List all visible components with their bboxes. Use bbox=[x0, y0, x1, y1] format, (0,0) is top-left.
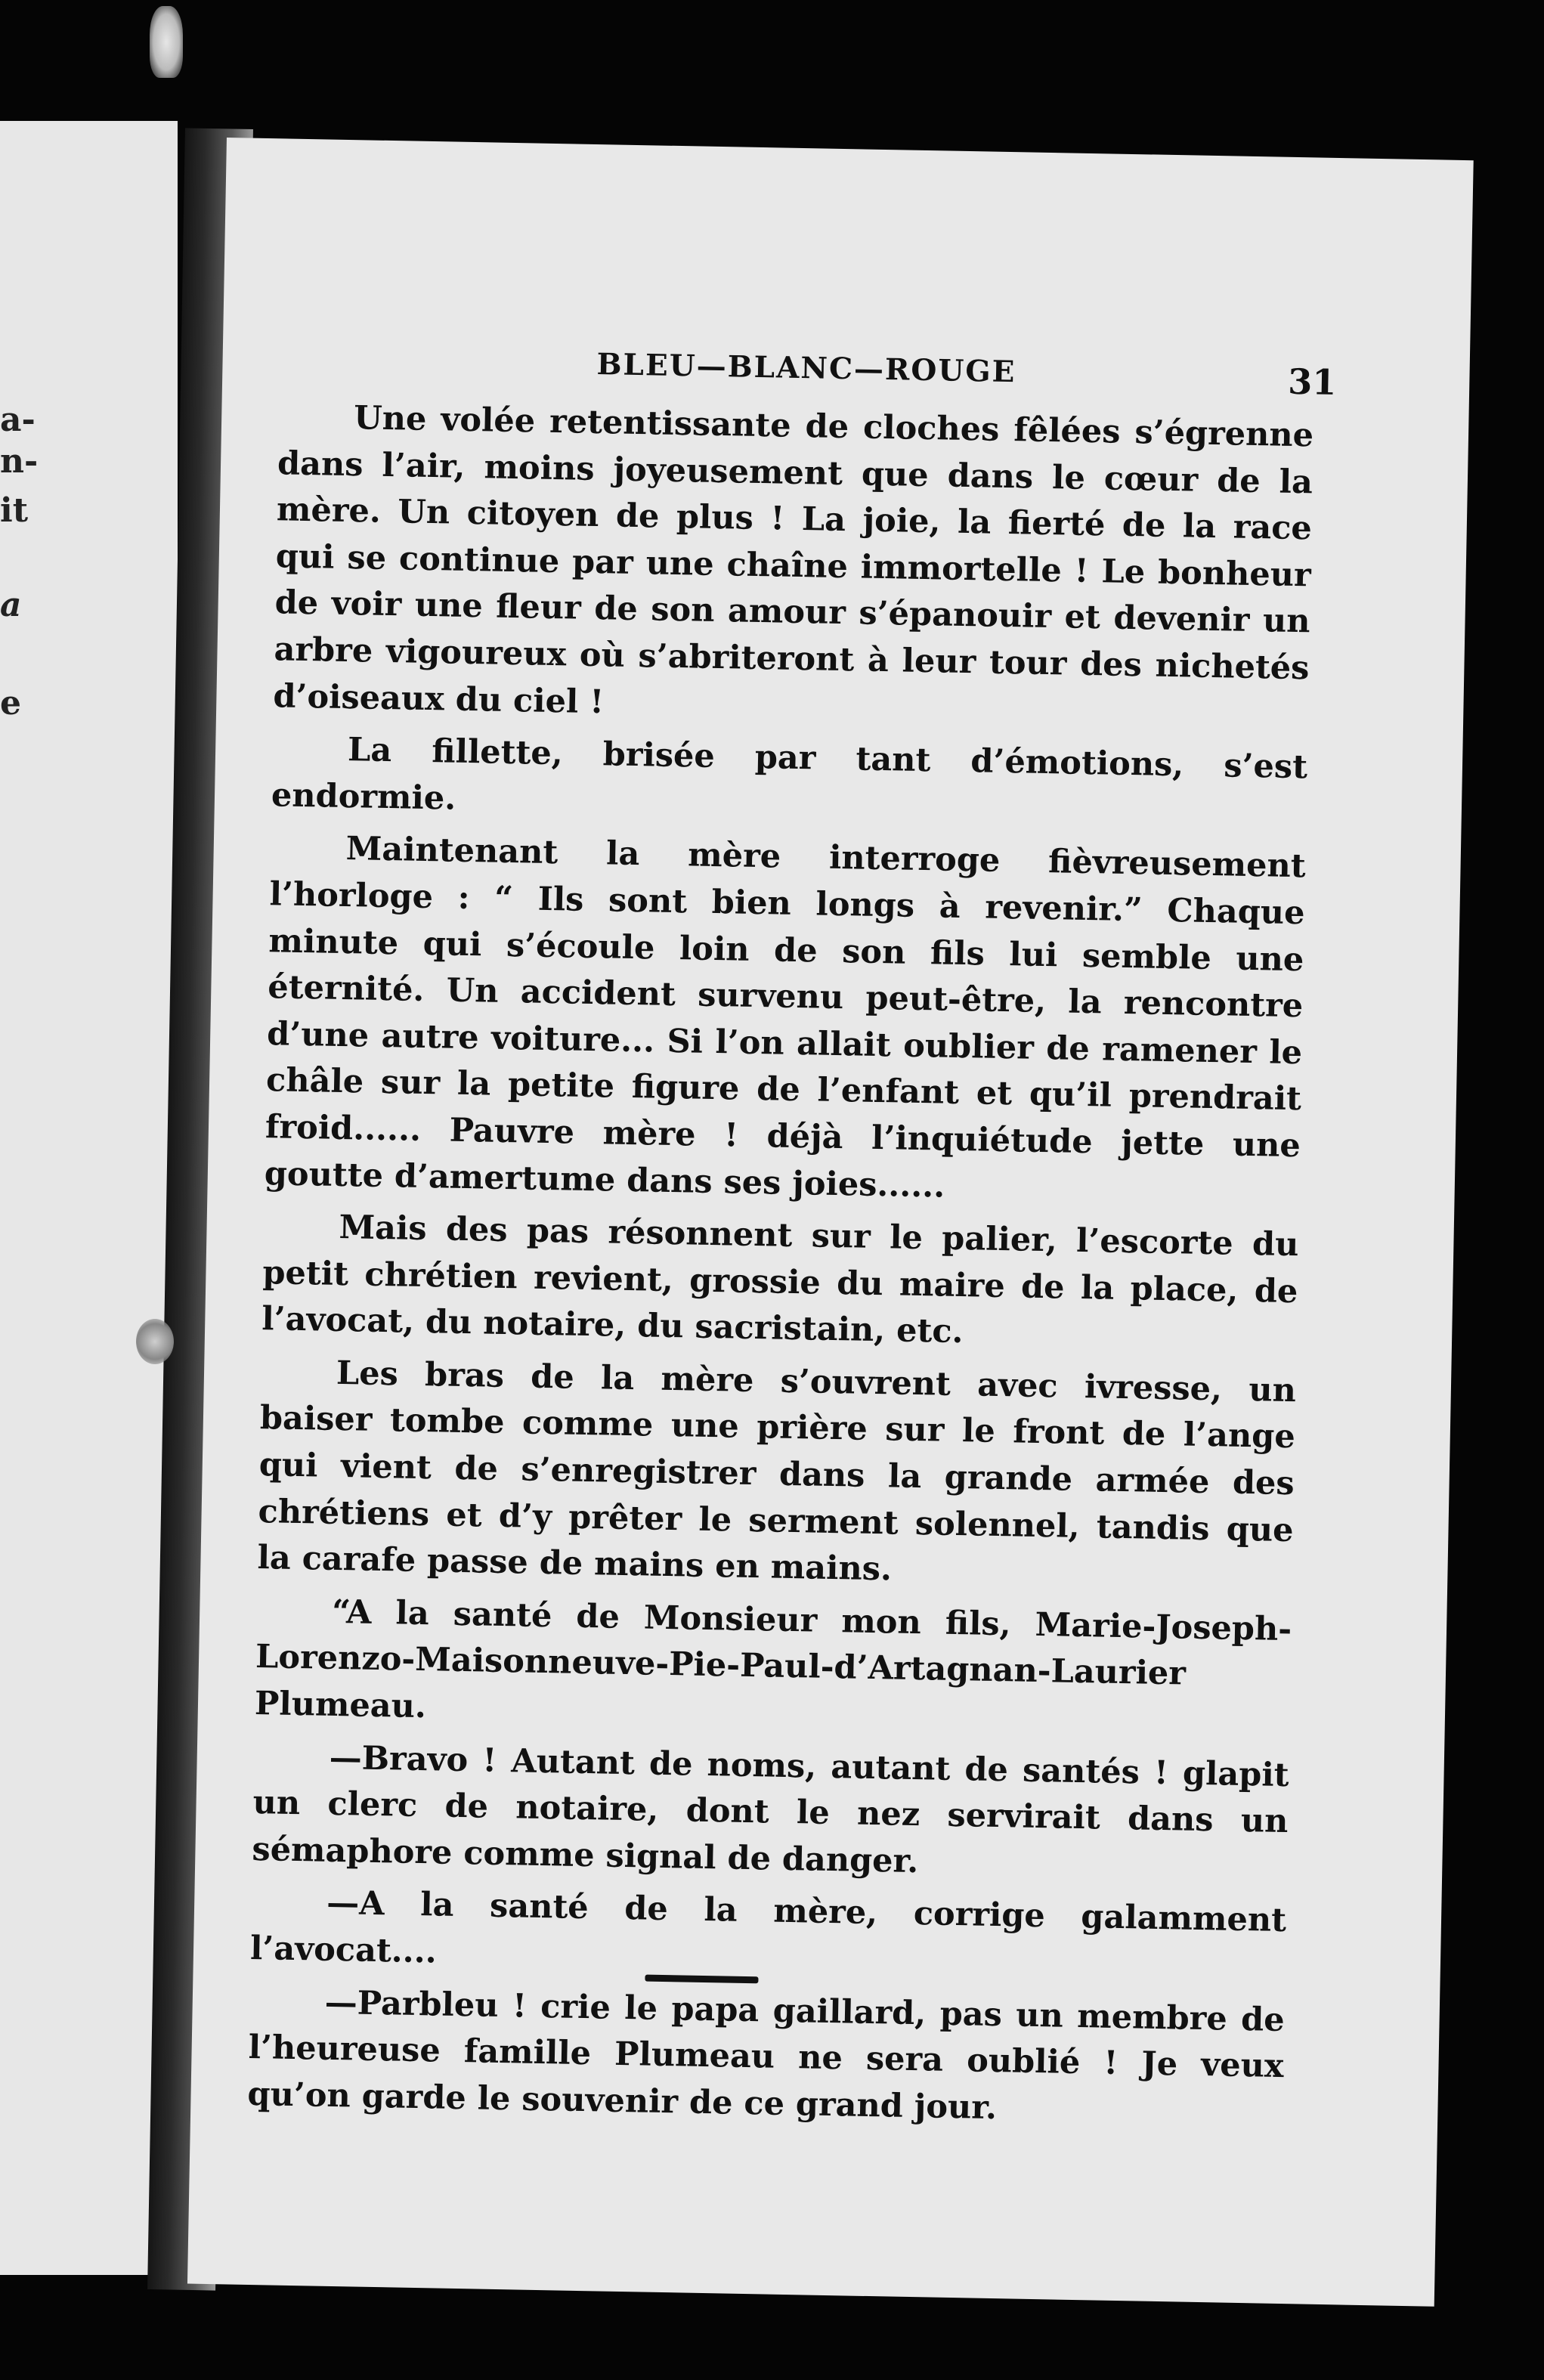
scan-artifact bbox=[150, 6, 183, 78]
dialogue-paragraph: “A la santé de Monsieur mon fils, Marie-Joseph-Lorenzo-Maisonneuve-Pie-Paul-d’Artagnan-Laurier Plumeau. bbox=[254, 1592, 1292, 1726]
left-page-fragment: it bbox=[0, 491, 29, 530]
paragraph: Maintenant la mère interroge fièvreusement l’horloge : “ Ils sont bien longs à revenir.” Chaque minute qui s’écoule loin de son fils lui semble une éternité. Un accident survenu peut-être, la rencontre d’une autre voiture... Si l’on allait oublier de ramener le châle sur la petite figure de l’enfant et qu’il prendrait froid...... Pauvre mère ! déjà l’inquiétude jette une goutte d’amertume dans ses joies...... bbox=[264, 830, 1307, 1205]
paragraph: Mais des pas résonnent sur le palier, l’escorte du petit chrétien revient, grossie du maire de la place, de l’avocat, du notaire, du sacristain, etc. bbox=[261, 1209, 1299, 1351]
left-page-fragment: a bbox=[0, 586, 22, 624]
left-page-fragment: n- bbox=[0, 442, 39, 481]
left-page-fragment: a- bbox=[0, 401, 36, 439]
paragraph: Les bras de la mère s’ouvrent avec ivresse, un baiser tombe comme une prière sur le front de l’ange qui vient de s’enregistrer dans la grande armée des chrétiens et d’y prêter le serment solennel, tandis que la carafe passe de mains en mains. bbox=[257, 1354, 1297, 1589]
scan-artifact bbox=[136, 1319, 174, 1364]
dialogue-paragraph: —Bravo ! Autant de noms, autant de santés ! glapit un clerc de notaire, dont le nez servirait dans un sémaphore comme signal de danger. bbox=[252, 1738, 1289, 1880]
paragraph: La fillette, brisée par tant d’émotions, s’est endormie. bbox=[271, 731, 1308, 818]
dialogue-paragraph: —Parbleu ! crie le papa gaillard, pas un membre de l’heureuse famille Plumeau ne sera oublié ! Je veux qu’on garde le souvenir de ce grand jour. bbox=[247, 1983, 1286, 2127]
running-head: BLEU—BLANC—ROUGE bbox=[596, 347, 1016, 390]
body-text bbox=[247, 394, 1314, 2137]
left-page-edge bbox=[0, 121, 178, 2275]
paragraph: Une volée retentissante de cloches fêlées s’égrenne dans l’air, moins joyeusement que dans le cœur de la mère. Un citoyen de plus ! La joie, la fierté de la race qui se continue par une chaîne immortelle ! Le bonheur de voir une fleur de son amour s’épanouir et devenir un arbre vigoureux où s’abriteront à leur tour des nichetés d’oiseaux du ciel ! bbox=[273, 399, 1314, 721]
dialogue-paragraph: —A la santé de la mère, corrige galamment l’avocat.... bbox=[249, 1884, 1287, 1971]
book-page bbox=[187, 138, 1474, 2307]
page-number: 31 bbox=[1287, 361, 1337, 403]
left-page-fragment: e bbox=[0, 684, 21, 723]
